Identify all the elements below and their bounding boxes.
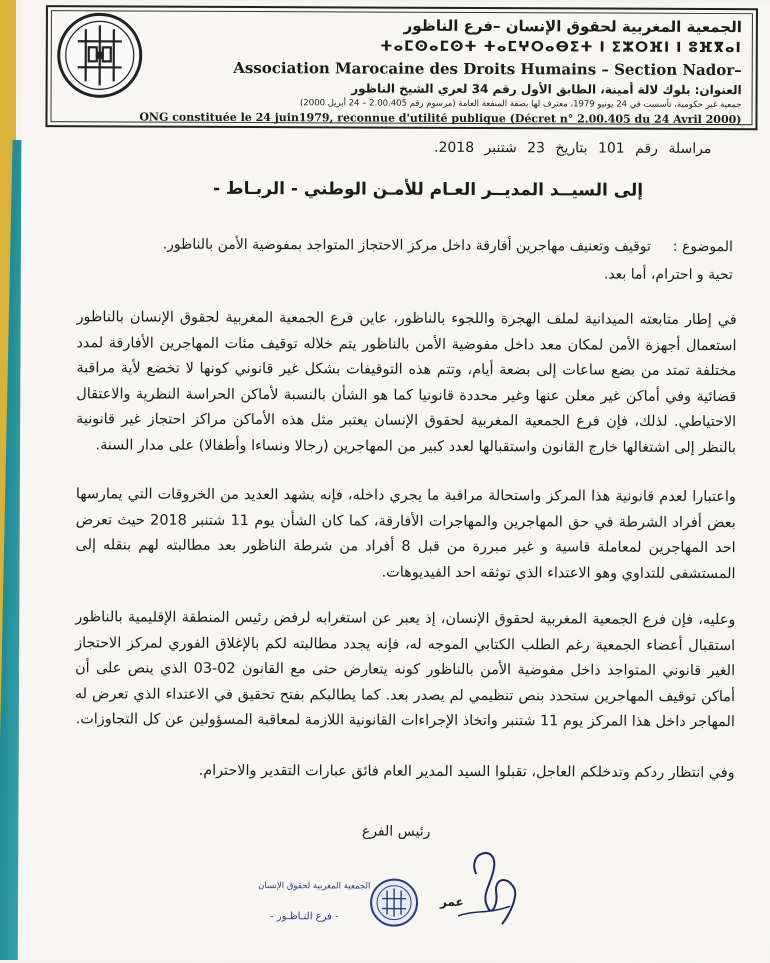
signatory-title: رئيس الفرع <box>362 823 431 839</box>
association-name-arabic: الجمعية المغربية لحقوق الإنسان –فرع الناظور <box>404 17 742 36</box>
letterhead <box>45 5 758 130</box>
stamp-line-2: - فرع النـاظـور - <box>270 911 339 922</box>
letter-page <box>18 0 770 963</box>
association-logo-icon <box>56 11 144 99</box>
letter-addressee: إلى السيــد المديــر العـام للأمـن الوطني - الربـاط - <box>213 179 643 201</box>
signatory-name: عمر <box>440 895 464 909</box>
closing-paragraph: وفي انتظار ردكم وتدخلكم العاجل، تقبلوا السيد المدير العام فائق عبارات التقدير والاحترام. <box>75 758 735 786</box>
subject-text: توقيف وتعنيف مهاجرين أفارقة داخل مركز الاحتجاز المتواجد بمفوضية الأمن بالناظور. <box>163 237 651 255</box>
association-status-french: ONG constituée le 24 juin1979, reconnue d'utilité publique (Décret n° 2.00.405 du 24 Avril 2000) <box>139 111 741 127</box>
stamp-seal-icon <box>368 877 420 929</box>
body-paragraph: وعليه، فإن فرع الجمعية المغربية لحقوق الإنسان، إذ يعبر عن استغرابه لرفض رئيس المنطقة الإقليمية بالناظور استقبال أعضاء الجمعية رغم الطلب الكتابي الموجه له، فإنه يجدد مطالبته لكم بالإغلاق الفوري لمركز الاحتجاز الغير قانوني المتواجد داخل مفوضية الأمن بالناظور كونه يتعارض حتى مع القانون 02-03 الذي ينص على أن أماكن توقيف المهاجرين ستحدد بنص تنظيمي لم يصدر بعد. كما يطالبكم بفتح تحقيق في الاعتداء الذي تعرض له المهاجر داخل هذا المركز يوم 11 شتنبر واتخاذ الإجراءات القانونية اللازمة لمعاقبة المسؤولين عن كل التجاوزات. <box>75 605 736 736</box>
association-address: العنوان: بلوك لالة أمينة، الطابق الأول رقم 34 لعري الشيخ الناظور <box>351 81 741 97</box>
letter-reference: مراسلة رقم 101 بتاريخ 23 شتنبر 2018. <box>434 140 711 157</box>
association-name-french: Association Marocaine des Droits Humains – Section Nador– <box>233 59 742 79</box>
greeting: تحية و احترام، أما بعد. <box>604 267 733 284</box>
body-paragraph: واعتبارا لعدم قانونية هذا المركز واستحالة مراقبة ما يجري داخله، فإنه يشهد العديد من الخروقات التي يمارسها بعض أفراد الشرطة في حق المهاجرين والمهاجرات الأفارقة، كما كان الشأن يوم 11 شتنبر 2018 حيث تعرض احد المهاجرين لمعاملة قاسية و غير مبررة من قبل 8 أفراد من شرطة الناظور بعد مطالبته لهم بنقله إلى المستشفى للتداوي وهو الاعتداء الذي توثقه احد الفيديوهات. <box>75 482 735 587</box>
body-paragraph: في إطار متابعته الميدانية لملف الهجرة واللجوء بالناظور، عاين فرع الجمعية المغربية لحقوق الإنسان بالناظور استعمال أجهزة الأمن لمكان معد داخل مفوضية الأمن بالناظور يتم خلاله توقيف مئات المهاجرين الأفارقة لمدد مختلفة تمتد من بضع ساعات إلى بضعة أيام، وتتم هذه التوقيفات بشكل غير قانوني كونها لا تخضع لأية مراقبة قضائية وفي أماكن غير معلن عنها وغير محددة قانونيا كما هو الشأن بالنسبة لأماكن الحراسة النظرية والاعتقال الاحتياطي. لذلك، فإن فرع الجمعية المغربية لحقوق الإنسان يعتبر مثل هذه الأماكن مراكز احتجاز غير قانونية بالنظر إلى اشتغالها خارج القانون واستقبالها لعدد كبير من المهاجرين (رجالا ونساءا وأطفالا) على مدار السنة. <box>76 305 737 461</box>
handwritten-signature <box>418 844 528 934</box>
association-name-tifinagh: ⵜⴰⵎⵙⴰⵎⵙⵜ ⵜⴰⵎⵖⵔⴰⴱⵉⵜ ⵏ ⵉⵣⵔⴼⵏ ⵏ ⵓⴼⴳⴰⵏ <box>380 39 742 57</box>
association-status-arabic: جمعية غير حكومية، تأسست في 24 يونيو 1979، معترف لها بصفة المنفعة العامة (مرسوم رقم 2.00.405 – 24 أبريل 2000) <box>300 98 742 110</box>
subject-label: الموضوع : <box>673 239 733 255</box>
stamp-line-1: الجمعية المغربية لحقوق الإنسان <box>258 881 370 891</box>
